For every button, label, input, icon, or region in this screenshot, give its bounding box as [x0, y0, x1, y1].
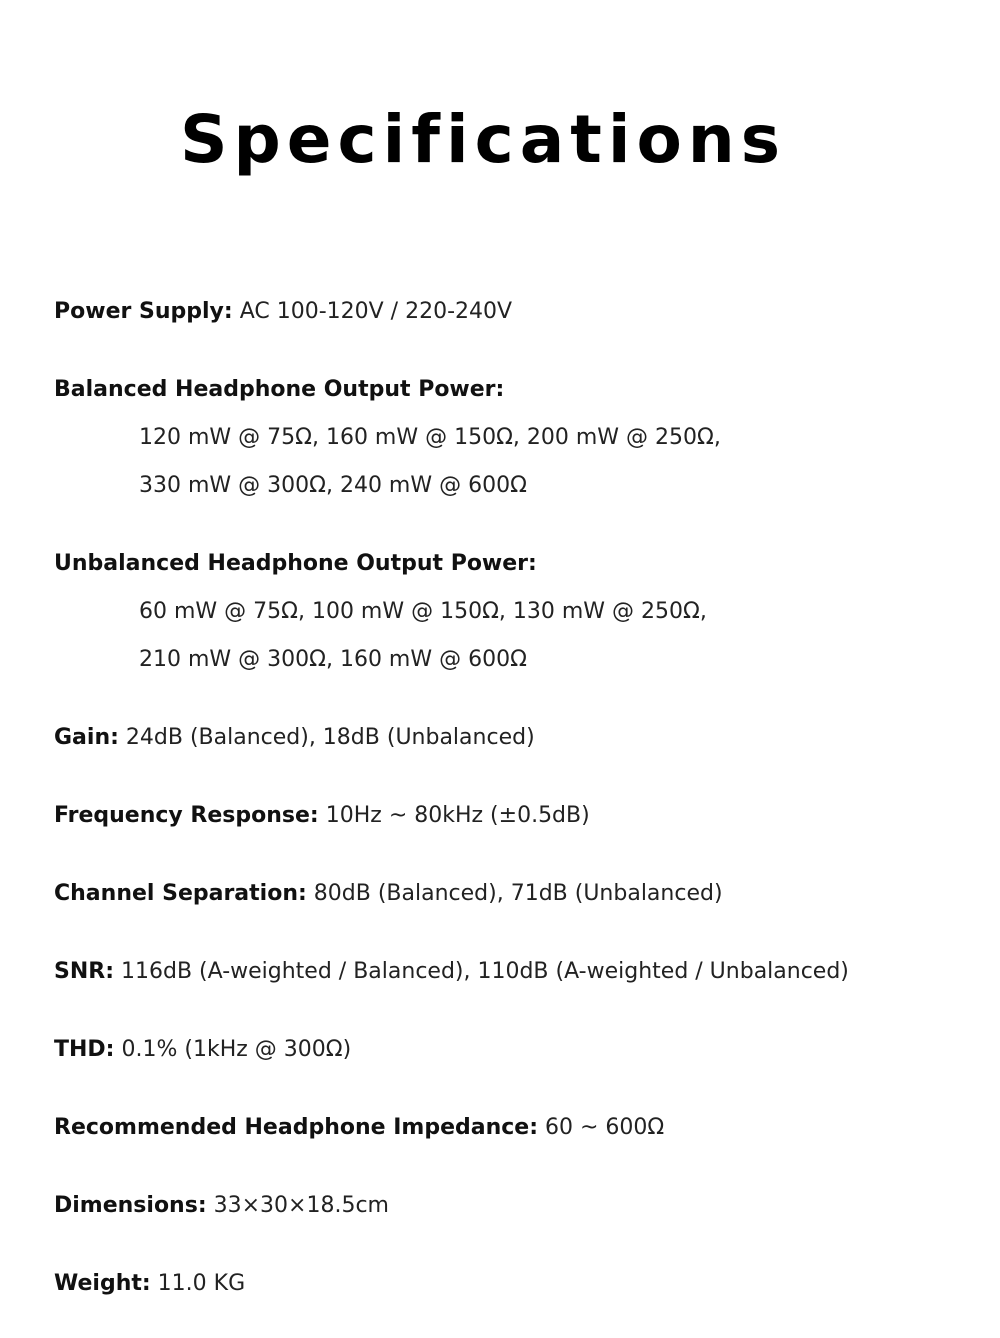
spec-value: 0.1% (1kHz @ 300Ω)	[121, 1037, 352, 1062]
spec-value: AC 100-120V / 220-240V	[239, 299, 513, 324]
spec-value: 80dB (Balanced), 71dB (Unbalanced)	[313, 881, 723, 906]
spec-label: THD:	[54, 1037, 115, 1062]
spec-gain	[54, 714, 984, 762]
spec-value: 116dB (A-weighted / Balanced), 110dB (A-weighted / Unbalanced)	[121, 959, 849, 984]
spec-label: Channel Separation:	[54, 881, 307, 906]
spec-label: Unbalanced Headphone Output Power:	[54, 551, 537, 576]
spec-weight	[54, 1260, 984, 1308]
spec-label: Frequency Response:	[54, 803, 319, 828]
spec-value: 33×30×18.5cm	[213, 1193, 389, 1218]
spec-value: 11.0 KG	[157, 1271, 246, 1296]
spec-label: Recommended Headphone Impedance:	[54, 1115, 539, 1140]
spec-snr	[54, 948, 984, 996]
page-title: Specifications	[180, 101, 787, 178]
spec-label: Power Supply:	[54, 299, 233, 324]
spec-label: Gain:	[54, 725, 119, 750]
spec-label: Dimensions:	[54, 1193, 207, 1218]
spec-list	[54, 288, 984, 1338]
spec-channel-separation	[54, 870, 984, 918]
spec-unbalanced-output-power	[54, 540, 984, 684]
spec-dimensions	[54, 1182, 984, 1230]
spec-label: SNR:	[54, 959, 114, 984]
spec-value: 10Hz ~ 80kHz (±0.5dB)	[325, 803, 590, 828]
spec-value: 24dB (Balanced), 18dB (Unbalanced)	[125, 725, 535, 750]
spec-power-supply	[54, 288, 984, 336]
spec-value-line: 330 mW @ 300Ω, 240 mW @ 600Ω	[139, 473, 527, 498]
spec-value-line: 120 mW @ 75Ω, 160 mW @ 150Ω, 200 mW @ 250Ω,	[139, 425, 721, 450]
spec-value-line: 210 mW @ 300Ω, 160 mW @ 600Ω	[139, 647, 527, 672]
spec-value-line: 60 mW @ 75Ω, 100 mW @ 150Ω, 130 mW @ 250Ω,	[139, 599, 707, 624]
spec-label: Balanced Headphone Output Power:	[54, 377, 505, 402]
spec-frequency-response	[54, 792, 984, 840]
spec-value: 60 ~ 600Ω	[545, 1115, 665, 1140]
spec-balanced-output-power	[54, 366, 984, 510]
spec-recommended-impedance	[54, 1104, 984, 1152]
spec-label: Weight:	[54, 1271, 151, 1296]
spec-thd	[54, 1026, 984, 1074]
